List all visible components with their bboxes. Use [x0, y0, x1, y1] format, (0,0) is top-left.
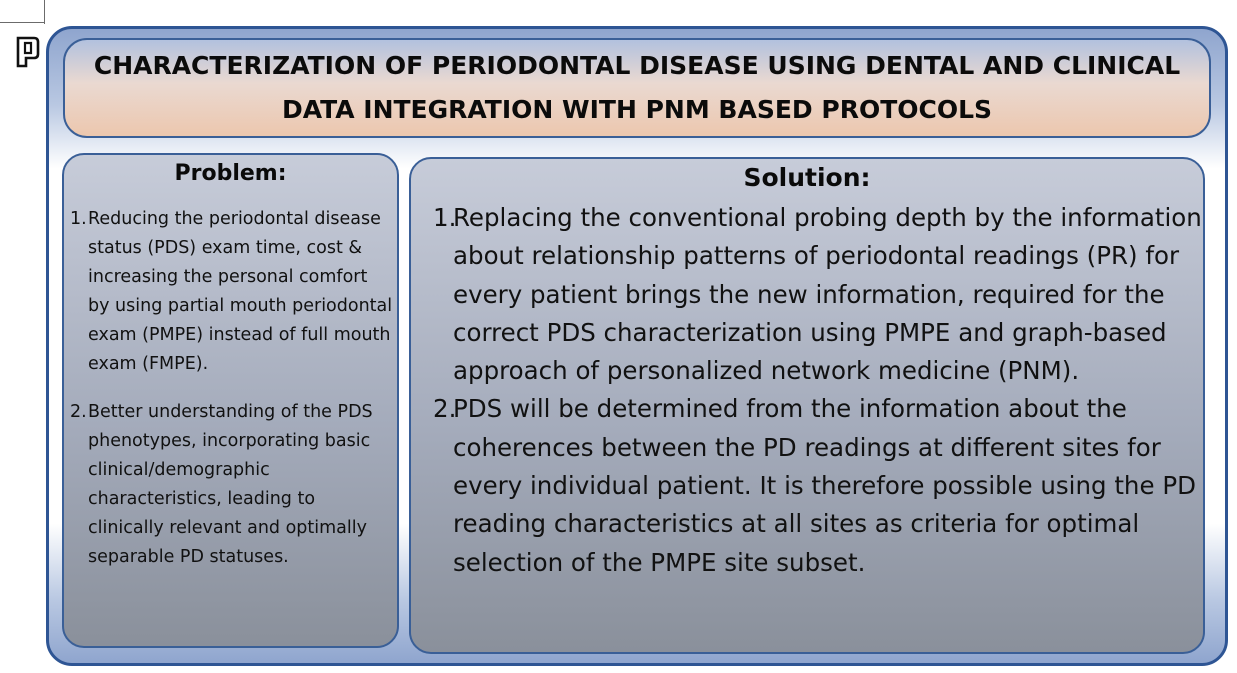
item-text: PDS will be determined from the information about the coherences between the PD readings at different sites for every individual patient. It is therefore possible using the PD reading characteristics at all sites as criteria for optimal selection of the PMPE site subset. [453, 394, 1196, 577]
document-logo-icon [12, 32, 42, 72]
crop-mark-horizontal [0, 22, 44, 23]
problem-panel [62, 153, 399, 648]
title-banner [63, 38, 1211, 138]
list-item [70, 205, 394, 378]
item-number: 2. [433, 394, 457, 424]
list-item [433, 199, 1203, 390]
item-text: Better understanding of the PDS phenotypes, incorporating basic clinical/demographic characteristics, leading to clinically relevant and optimally separable PD statuses. [88, 402, 373, 567]
problem-heading: Problem: [174, 161, 287, 186]
item-number: 1. [433, 203, 457, 232]
poster-title: CHARACTERIZATION OF PERIODONTAL DISEASE USING DENTAL AND CLINICAL DATA INTEGRATION WITH PNM BASED PROTOCOLS [93, 51, 1181, 124]
list-item [70, 398, 394, 571]
solution-heading: Solution: [743, 163, 871, 192]
solution-list [433, 199, 1203, 582]
solution-panel [409, 157, 1205, 654]
item-number: 1. [70, 209, 87, 229]
item-number: 2. [70, 402, 87, 423]
item-text: Replacing the conventional probing depth by the information about relationship patterns of periodontal readings (PR) for every patient brings the new information, required for the correct PDS characterization using PMPE and graph-based approach of personalized network medicine (PNM). [453, 203, 1202, 386]
crop-mark-vertical [44, 0, 45, 24]
list-item [433, 390, 1203, 581]
item-text: Reducing the periodontal disease status (PDS) exam time, cost & increasing the personal comfort by using partial mouth periodontal exam (PMPE) instead of full mouth exam (FMPE). [88, 209, 393, 374]
problem-list [70, 205, 394, 572]
